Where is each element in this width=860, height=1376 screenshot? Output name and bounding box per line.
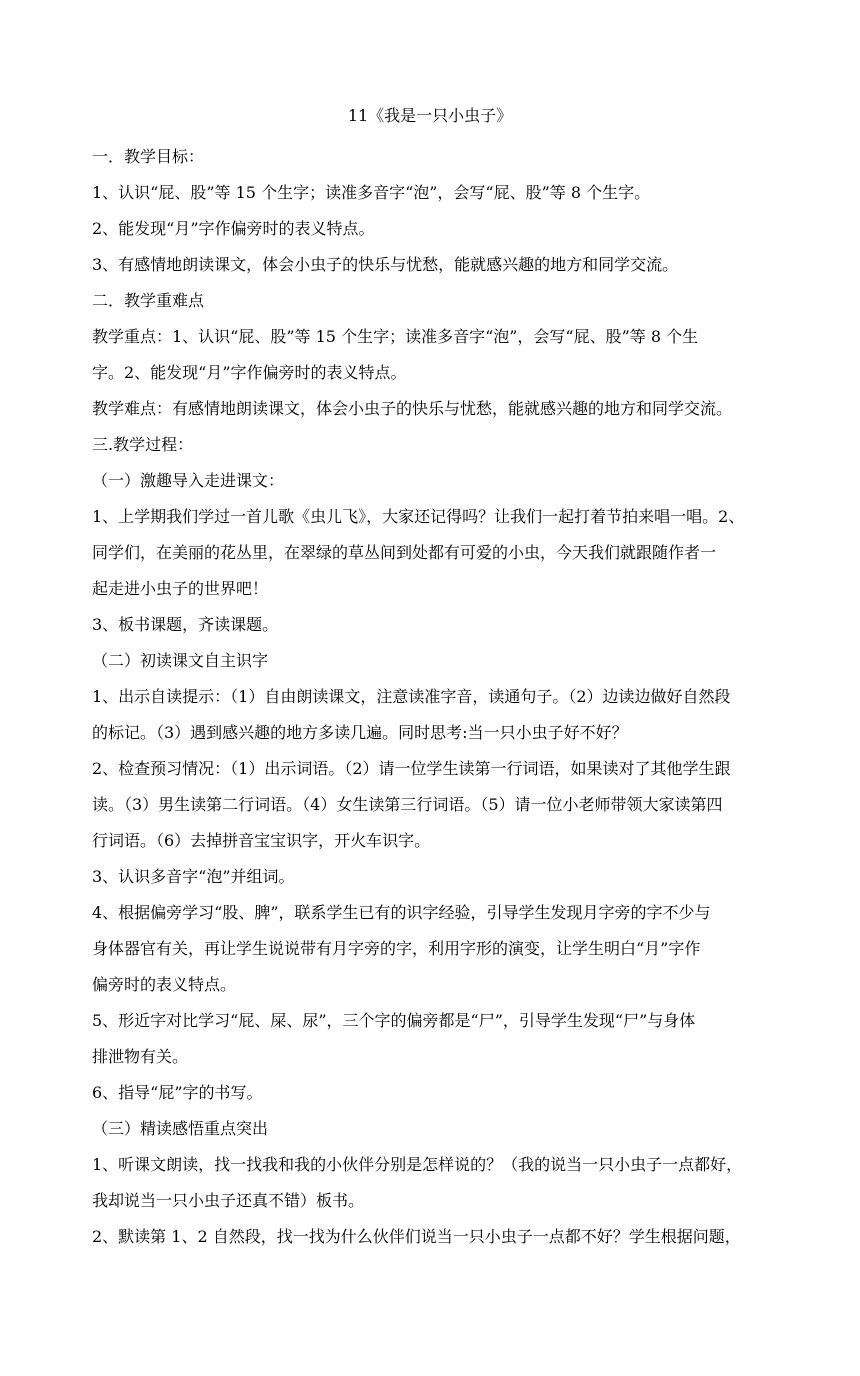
text-line: 6、指导“屁”字的书写。 [92,1083,263,1102]
text-line: 1、认识“屁、股”等 15 个生字；读准多音字“泡”，会写“屁、股”等 8 个生字。 [92,183,651,202]
text-line: 的标记。（3）遇到感兴趣的地方多读几遍。同时思考:当一只小虫子好不好？ [92,723,628,742]
text-line: 读。（3）男生读第二行词语。（4）女生读第三行词语。（5）请一位小老师带领大家读第四 [92,795,723,814]
text-line: 3、有感情地朗读课文，体会小虫子的快乐与忧愁，能就感兴趣的地方和同学交流。 [92,255,679,274]
text-line: 2、能发现“月”字作偏旁时的表义特点。 [92,219,375,238]
section-heading-process: 三.教学过程： [92,435,194,454]
text-line: 排泄物有关。 [92,1047,189,1066]
text-line: 2、默读第 1、2 自然段，找一找为什么伙伴们说当一只小虫子一点都不好？学生根据问题， [92,1227,741,1246]
text-line: 1、听课文朗读，找一找我和我的小伙伴分别是怎样说的？（我的说当一只小虫子一点都好， [92,1155,743,1174]
text-line: 偏旁时的表义特点。 [92,975,237,994]
text-line: 同学们，在美丽的花丛里，在翠绿的草丛间到处都有可爱的小虫，今天我们就跟随作者一 [92,543,717,562]
text-line: 行词语。（6）去掉拼音宝宝识字，开火车识字。 [92,831,431,850]
text-line: 我却说当一只小虫子还真不错）板书。 [92,1191,365,1210]
text-line: 教学难点：有感情地朗读课文，体会小虫子的快乐与忧愁，能就感兴趣的地方和同学交流。 [92,399,733,418]
text-line: 身体器官有关，再让学生说说带有月字旁的字，利用字形的演变，让学生明白“月”字作 [92,939,701,958]
text-line: 1、上学期我们学过一首儿歌《虫儿飞》，大家还记得吗？让我们一起打着节拍来唱一唱。2、 [92,507,745,526]
text-line: 教学重点：1、认识“屁、股”等 15 个生字；读准多音字“泡”，会写“屁、股”等 8 个生 [92,327,699,346]
text-line: 1、出示自读提示：（1）自由朗读课文，注意读准字音，读通句子。（2）边读边做好自然段 [92,687,731,706]
text-line: 3、板书课题，齐读课题。 [92,615,279,634]
text-line: 起走进小虫子的世界吧！ [92,579,269,598]
subsection-heading: （一）激趣导入走进课文： [92,471,285,490]
text-line: 2、检查预习情况：（1）出示词语。（2）请一位学生读第一行词语，如果读对了其他学生跟 [92,759,731,778]
section-heading-objectives: 一．教学目标： [92,147,205,166]
text-line: 3、认识多音字“泡”并组词。 [92,867,295,886]
document-title: 11《我是一只小虫子》 [347,106,513,125]
text-line: 字。2、能发现“月”字作偏旁时的表义特点。 [92,363,407,382]
subsection-heading: （三）精读感悟重点突出 [92,1119,269,1138]
text-line: 4、根据偏旁学习“股、脾”，联系学生已有的识字经验，引导学生发现月字旁的字不少与 [92,903,711,922]
text-line: 5、形近字对比学习“屁、屎、尿”，三个字的偏旁都是“尸”，引导学生发现“尸”与身体 [92,1011,696,1030]
section-heading-key-points: 二．教学重难点 [92,291,205,310]
subsection-heading: （二）初读课文自主识字 [92,651,269,670]
